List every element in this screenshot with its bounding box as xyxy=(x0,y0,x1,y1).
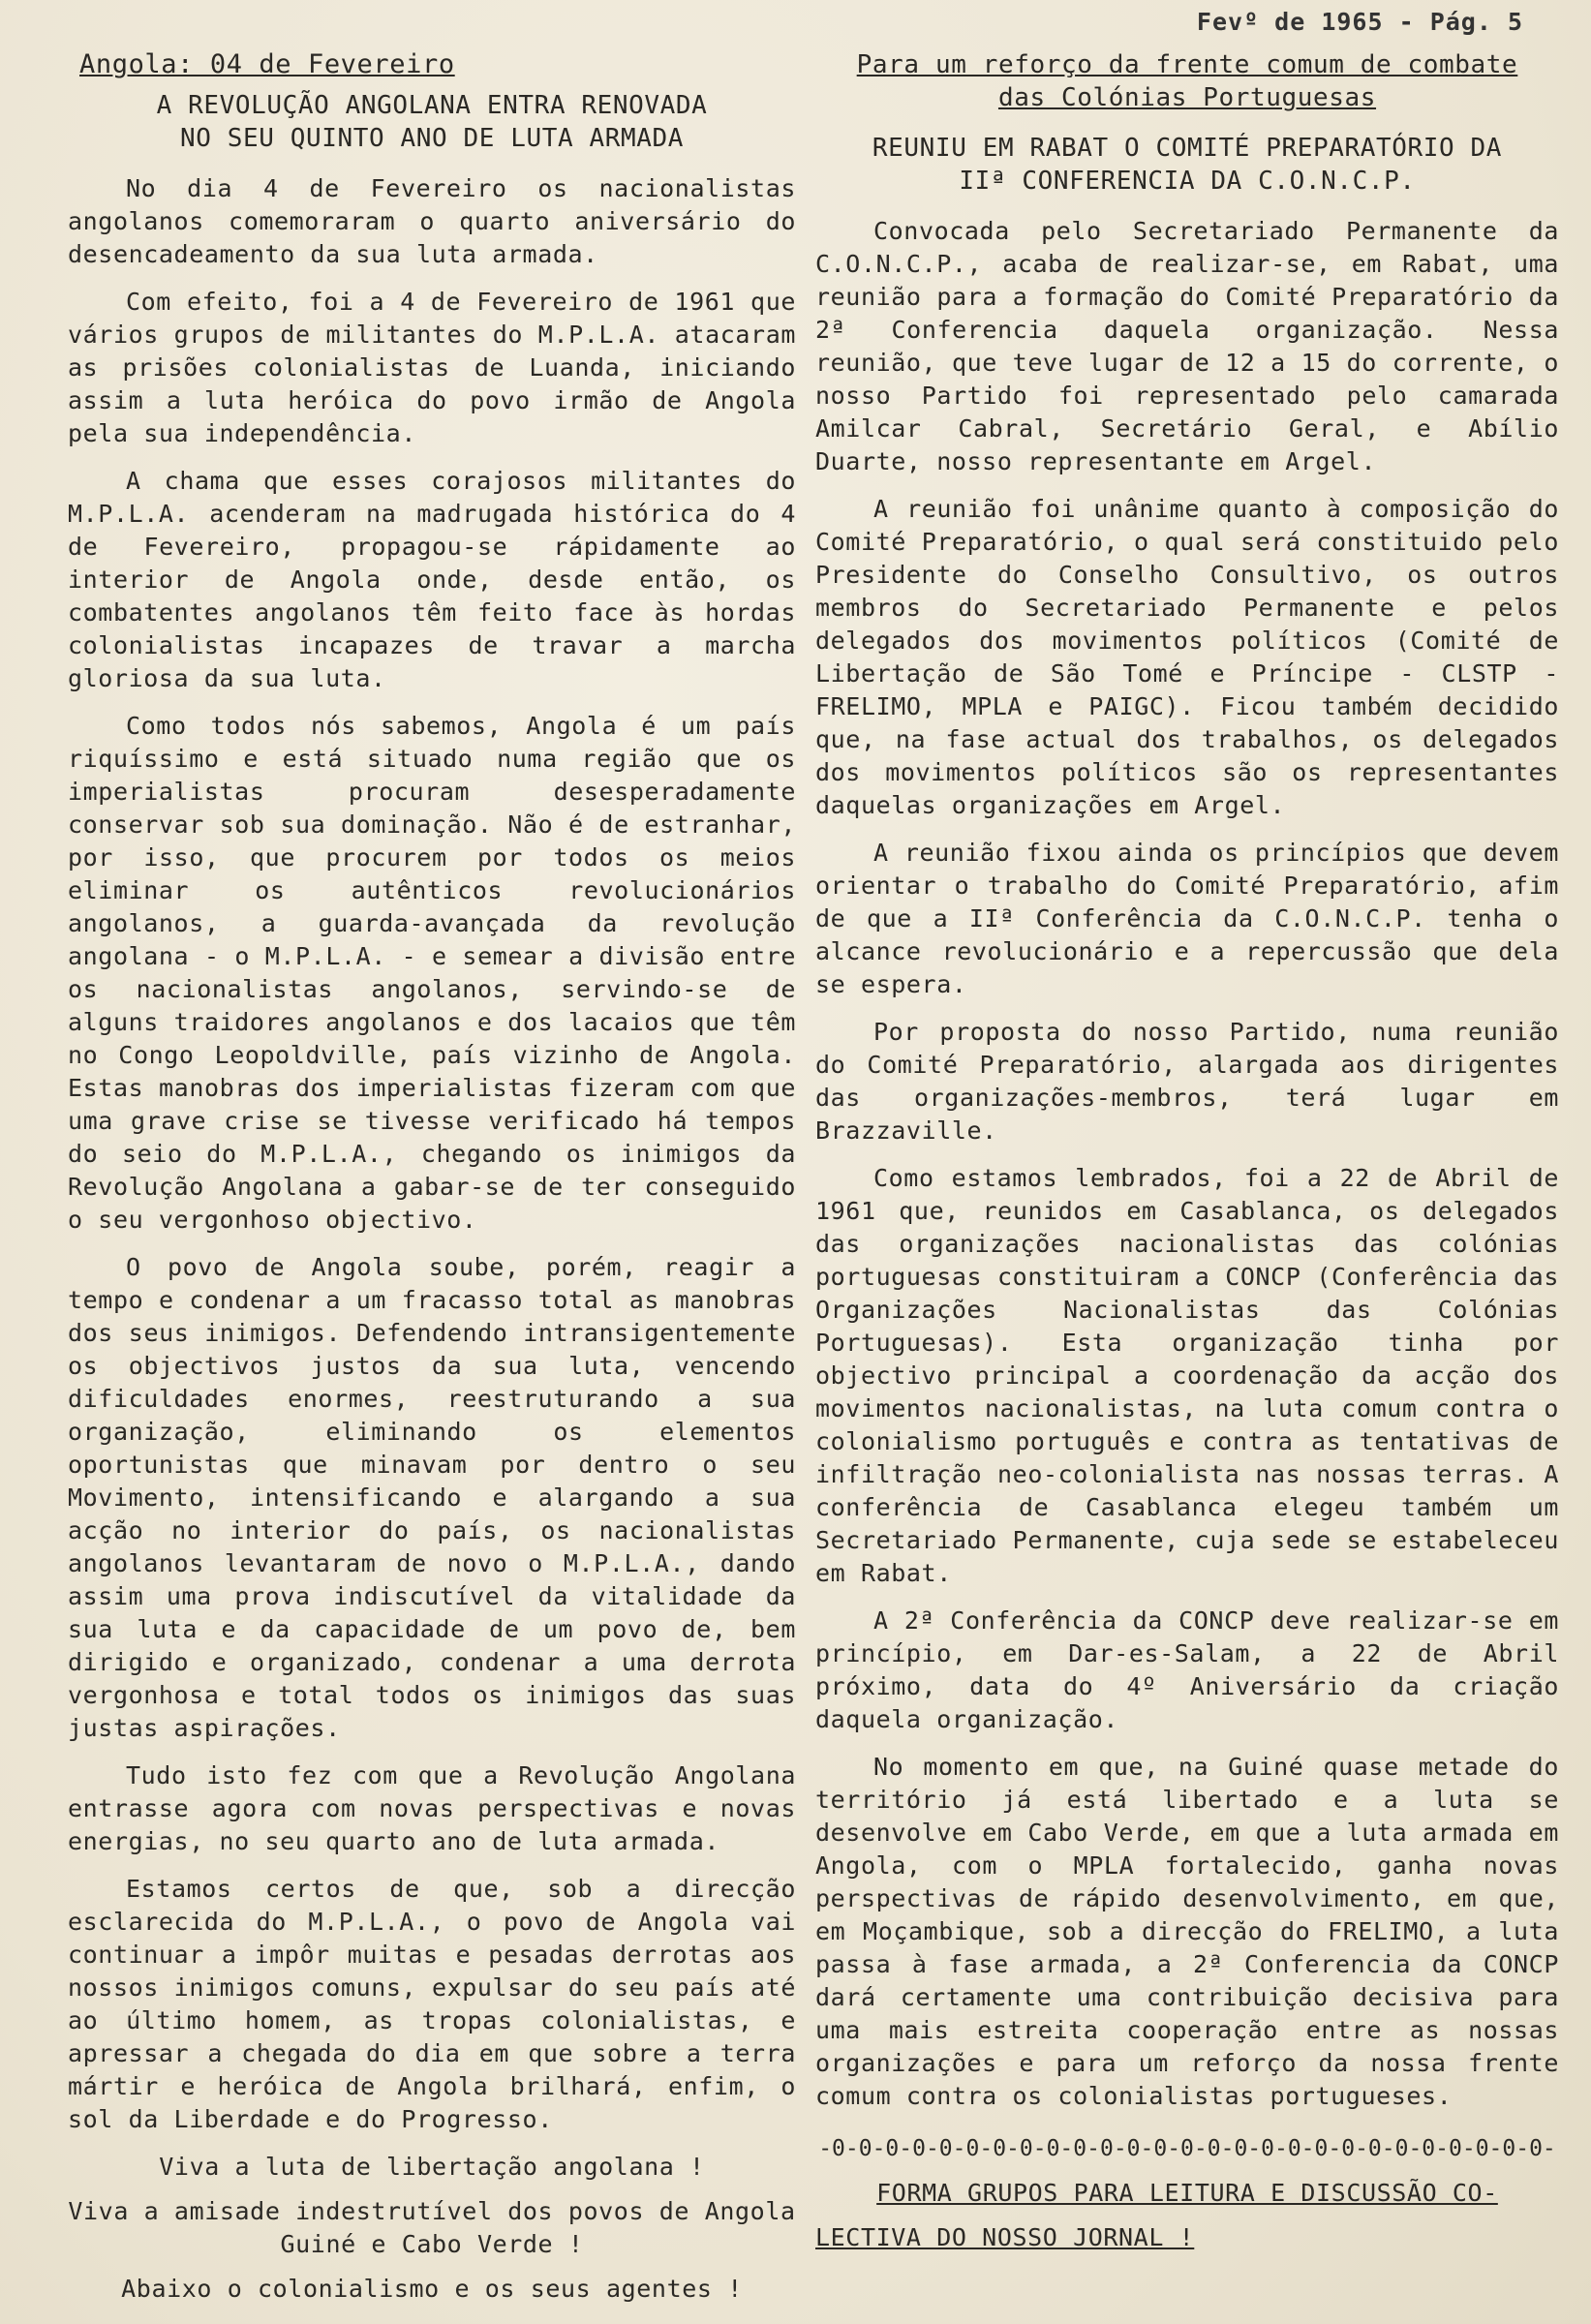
reading-groups-call-line1: FORMA GRUPOS PARA LEITURA E DISCUSSÃO CO- xyxy=(876,2179,1498,2207)
right-paragraph: No momento em que, na Guiné quase metade do território já está libertado e a luta se desenvolve em Cabo Verde, em que a luta armada em Angola, com o MPLA fortalecido, ganha novas perspectivas de rápido desenvolvimento, em que, em Moçambique, sob a direcção do FRELIMO, a luta passa à fase armada, a 2ª Conferencia da CONCP dará certamente uma contribuição decisiva para uma mais estreita cooperação entre as nossas organizações e para um reforço da nossa frente comum contra os colonialistas portugueses. xyxy=(815,1753,1559,2110)
slogan-friendship xyxy=(68,2195,796,2261)
right-paragraph: A 2ª Conferência da CONCP deve realizar-se em princípio, em Dar-es-Salam, a 22 de Abril próximo, data do 4º Aniversário da criação daquela organização. xyxy=(815,1606,1559,1733)
right-paragraph: Como estamos lembrados, foi a 22 de Abril de 1961 que, reunidos em Casablanca, os delegados das organizações nacionalistas das colónias portuguesas constituiram a CONCP (Conferência das Organizações Nacionalistas das Colónias Portuguesas). Esta organização tinha por objectivo principal a coordenação da acção dos movimentos nacionalistas, na luta comum contra o colonialismo português e contra as tentativas de infiltração neo-colonialista nas nossas terras. A conferência de Casablanca elegeu também um Secretariado Permanente, cuja sede se estabeleceu em Rabat. xyxy=(815,1164,1559,1587)
slogan-anticolonial: Abaixo o colonialismo e os seus agentes ! xyxy=(121,2275,743,2303)
left-headline-line1: A REVOLUÇÃO ANGOLANA ENTRA RENOVADA xyxy=(156,91,708,120)
left-paragraph: Com efeito, foi a 4 de Fevereiro de 1961 que vários grupos de militantes do M.P.L.A. atacaram as prisões colonialistas de Luanda, iniciando assim a luta heróica do povo irmão de Angola pela sua independência. xyxy=(68,288,796,447)
left-headline xyxy=(68,89,796,155)
right-subheadline-line1: REUNIU EM RABAT O COMITÉ PREPARATÓRIO DA xyxy=(872,134,1503,163)
left-paragraph: A chama que esses corajosos militantes do M.P.L.A. acenderam na madrugada histórica do 4 de Fevereiro, propagou-se rápidamente ao interior de Angola onde, desde então, os combatentes angolanos têm feito face às hordas colonialistas incapazes de travar a marcha gloriosa da sua luta. xyxy=(68,467,796,692)
left-paragraph: Como todos nós sabemos, Angola é um país riquíssimo e está situado numa região que os imperialistas procuram desesperadamente conservar sob sua dominação. Não é de estranhar, por isso, que procurem por todos os meios eliminar os autênticos revolucionários angolanos, a guarda-avançada da revolução angolana - o M.P.L.A. - e semear a divisão entre os nacionalistas angolanos, servindo-se de alguns traidores angolanos e dos lacaios que têm no Congo Leopoldville, país vizinho de Angola. Estas manobras dos imperialistas fizeram com que uma grave crise se tivesse verificado há tempos do seio do M.P.L.A., chegando os inimigos da Revolução Angolana a gabar-se de ter conseguido o seu vergonhoso objectivo. xyxy=(68,712,796,1234)
right-headline xyxy=(815,48,1559,114)
slogan-liberation: Viva a luta de libertação angolana ! xyxy=(159,2153,705,2181)
left-paragraph: O povo de Angola soube, porém, reagir a tempo e condenar a um fracasso total as manobras dos seus inimigos. Defendendo intransigentemente os objectivos justos da sua luta, vencendo dificuldades enormes, reestruturando a sua organização, eliminando os elementos oportunistas que minavam por dentro o seu Movimento, intensificando e alargando a sua acção no interior do país, os nacionalistas angolanos levantaram de novo o M.P.L.A., dando assim uma prova indiscutível da vitalidade da sua luta e da capacidade de um povo de, bem dirigido e organizado, condenar a uma derrota vergonhosa e total todos os inimigos das suas justas aspirações. xyxy=(68,1253,796,1742)
right-subheadline-line2: IIª CONFERENCIA DA C.O.N.C.P. xyxy=(959,167,1416,196)
page-header: Fevº de 1965 - Pág. 5 xyxy=(1196,8,1523,36)
right-paragraph: Por proposta do nosso Partido, numa reunião do Comité Preparatório, alargada aos dirigentes das organizações-membros, terá lugar em Brazzaville. xyxy=(815,1018,1559,1145)
left-paragraph: Tudo isto fez com que a Revolução Angolana entrasse agora com novas perspectivas e novas energias, no seu quarto ano de luta armada. xyxy=(68,1761,796,1855)
section-divider: -0-0-0-0-0-0-0-0-0-0-0-0-0-0-0-0-0-0-0-0-0-0-0-0-0-0-0- xyxy=(818,2136,1556,2161)
left-paragraph: No dia 4 de Fevereiro os nacionalistas angolanos comemoraram o quarto aniversário do desencadeamento da sua luta armada. xyxy=(68,174,796,268)
right-headline-line2: das Colónias Portuguesas xyxy=(997,83,1377,112)
slogan-friendship-line1: Viva a amisade indestrutível dos povos de Angola xyxy=(68,2197,796,2225)
left-paragraph: Estamos certos de que, sob a direcção esclarecida do M.P.L.A., o povo de Angola vai continuar a impôr muitas e pesadas derrotas aos nossos inimigos comuns, expulsar do seu país até ao último homem, as tropas colonialistas, e apressar a chegada do dia em que sobre a terra mártir e heróica de Angola brilhará, enfim, o sol da Liberdade e do Progresso. xyxy=(68,1875,796,2133)
slogan-friendship-line2: Guiné e Cabo Verde ! xyxy=(280,2230,584,2258)
right-paragraph: Convocada pelo Secretariado Permanente da C.O.N.C.P., acaba de realizar-se, em Rabat, uma reunião para a formação do Comité Preparatório da 2ª Conferencia daquela organização. Nessa reunião, que teve lugar de 12 a 15 do corrente, o nosso Partido foi representado pelo camarada Amilcar Cabral, Secretário Geral, e Abílio Duarte, nosso representante em Argel. xyxy=(815,217,1559,475)
reading-groups-call-line2: LECTIVA DO NOSSO JORNAL ! xyxy=(815,2223,1195,2251)
right-paragraph: A reunião fixou ainda os princípios que devem orientar o trabalho do Comité Preparatório, afim de que a IIª Conferência da C.O.N.C.P. tenha o alcance revolucionário e a repercussão que dela se espera. xyxy=(815,839,1559,998)
left-kicker: Angola: 04 de Fevereiro xyxy=(79,49,455,79)
left-column xyxy=(68,48,796,2317)
right-paragraph: A reunião foi unânime quanto à composição do Comité Preparatório, o qual será constituido pelo Presidente do Conselho Consultivo, os outros membros do Secretariado Permanente e pelos delegados dos movimentos políticos (Comité de Libertação de São Tomé e Príncipe - CLSTP - FRELIMO, MPLA e PAIGC). Ficou também decidido que, na fase actual dos trabalhos, os delegados dos movimentos políticos são os representantes daquelas organizações em Argel. xyxy=(815,495,1559,819)
left-headline-line2: NO SEU QUINTO ANO DE LUTA ARMADA xyxy=(179,124,685,153)
right-headline-line1: Para um reforço da frente comum de combate xyxy=(856,50,1518,79)
right-subheadline xyxy=(815,132,1559,198)
right-column xyxy=(815,48,1559,2254)
